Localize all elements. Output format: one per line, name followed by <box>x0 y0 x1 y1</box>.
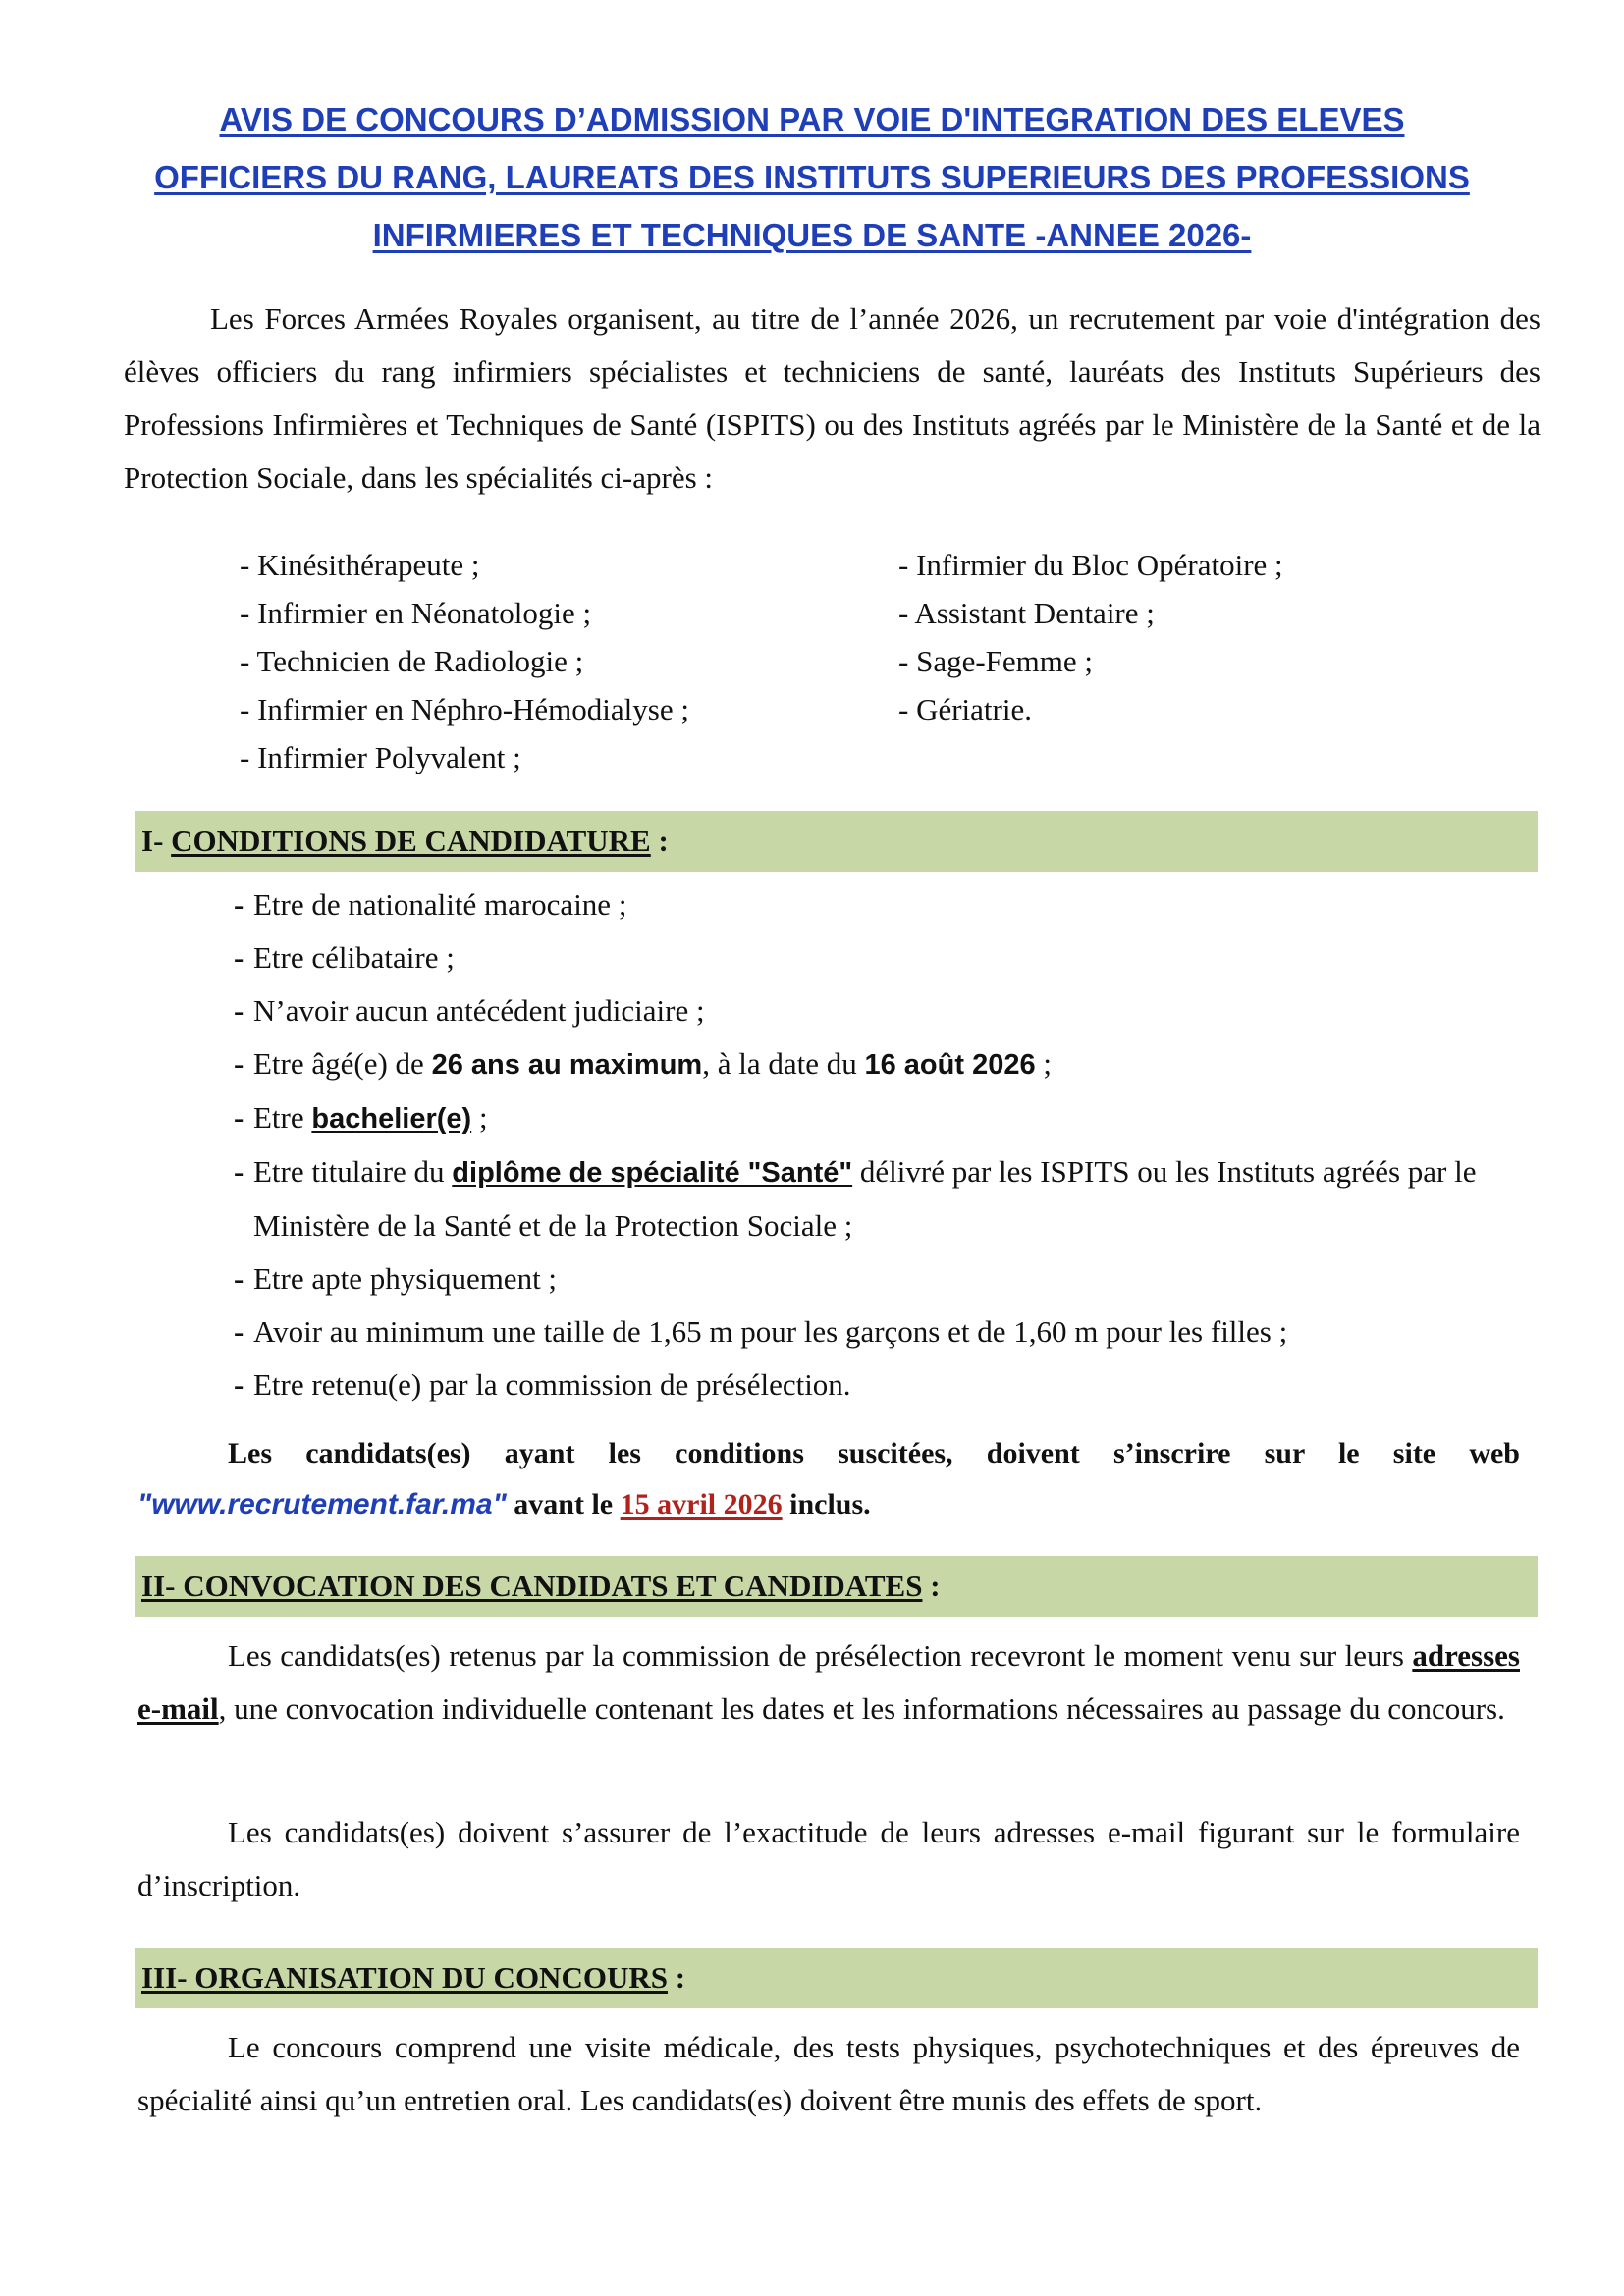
title-line-1: AVIS DE CONCOURS D’ADMISSION PAR VOIE D'INTEGRATION DES ELEVES <box>219 101 1405 137</box>
section-suffix: : <box>922 1569 941 1603</box>
section-heading-organisation <box>135 1948 1538 2008</box>
section-title: CONDITIONS DE CANDIDATURE <box>171 824 651 858</box>
registration-notice: Les candidats(es) ayant les conditions suscitées, doivent s’inscrire sur le site web "www.recrutement.far.ma" avant le 15 avril 2026 inclus. <box>137 1437 1520 1521</box>
list-item: - Infirmier du Bloc Opératoire ; <box>898 541 1283 589</box>
condition-item: - Etre âgé(e) de 26 ans au maximum, à la date du 16 août 2026 ; <box>234 1038 1520 1092</box>
list-item: - Infirmier en Néonatologie ; <box>240 589 689 637</box>
list-item: - Assistant Dentaire ; <box>898 589 1283 637</box>
section-prefix: I- <box>141 824 172 858</box>
condition-item: - Etre célibataire ; <box>234 932 1520 985</box>
condition-item: - N’avoir aucun antécédent judiciaire ; <box>234 985 1520 1038</box>
list-item: - Kinésithérapeute ; <box>240 541 689 589</box>
conditions-list <box>234 879 1520 1412</box>
section-title: III- ORGANISATION DU CONCOURS <box>141 1960 668 1995</box>
convocation-paragraph-2: Les candidats(es) doivent s’assurer de l’exactitude de leurs adresses e-mail figurant sur le formulaire d’inscription. <box>137 1815 1520 1902</box>
section-title: II- CONVOCATION DES CANDIDATS ET CANDIDATES <box>141 1569 923 1603</box>
list-item: - Infirmier Polyvalent ; <box>240 733 689 781</box>
intro-text: Les Forces Armées Royales organisent, au titre de l’année 2026, un recrutement par voie d'intégration des élèves officiers du rang infirmiers spécialistes et techniciens de santé, lauréats des Instituts Supérieurs des Professions Infirmières et Techniques de Santé (ISPITS) ou des Instituts agréés par le Ministère de la Santé et de la Protection Sociale, dans les spécialités ci-après : <box>124 301 1541 495</box>
section-suffix: : <box>667 1960 686 1995</box>
specialties-left-list <box>240 541 689 781</box>
condition-item: - Avoir au minimum une taille de 1,65 m pour les garçons et de 1,60 m pour les filles ; <box>234 1306 1520 1359</box>
title-line-3: INFIRMIERES ET TECHNIQUES DE SANTE -ANNEE 2026- <box>372 217 1252 253</box>
list-item: - Gériatrie. <box>898 685 1283 733</box>
section-heading-conditions <box>135 811 1538 872</box>
condition-item: - Etre bachelier(e) ; <box>234 1092 1520 1146</box>
convocation-paragraph-1: Les candidats(es) retenus par la commission de présélection recevront le moment venu sur leurs adresses e-mail, une convocation individuelle contenant les dates et les informations nécessaires au passage du concours. <box>137 1638 1520 1726</box>
condition-item: - Etre apte physiquement ; <box>234 1253 1520 1306</box>
page-title <box>118 90 1506 264</box>
website-link[interactable]: "www.recrutement.far.ma" <box>137 1488 507 1521</box>
intro-paragraph <box>124 293 1541 505</box>
condition-item: - Etre titulaire du diplôme de spécialité "Santé" délivré par les ISPITS ou les Instituts agréés par le Ministère de la Santé et de la Protection Sociale ; <box>234 1146 1520 1253</box>
list-item: - Technicien de Radiologie ; <box>240 637 689 685</box>
section-heading-convocation <box>135 1556 1538 1617</box>
list-item: - Infirmier en Néphro-Hémodialyse ; <box>240 685 689 733</box>
section-suffix: : <box>650 824 669 858</box>
organisation-paragraph: Le concours comprend une visite médicale, des tests physiques, psychotechniques et des épreuves de spécialité ainsi qu’un entretien oral. Les candidats(es) doivent être munis des effets de sport. <box>137 2030 1520 2117</box>
specialties-right-list <box>898 541 1283 733</box>
condition-item: - Etre retenu(e) par la commission de présélection. <box>234 1359 1520 1412</box>
condition-item: - Etre de nationalité marocaine ; <box>234 879 1520 932</box>
title-line-2: OFFICIERS DU RANG, LAUREATS DES INSTITUTS SUPERIEURS DES PROFESSIONS <box>154 159 1470 195</box>
deadline-date: 15 avril 2026 <box>620 1488 783 1521</box>
list-item: - Sage-Femme ; <box>898 637 1283 685</box>
